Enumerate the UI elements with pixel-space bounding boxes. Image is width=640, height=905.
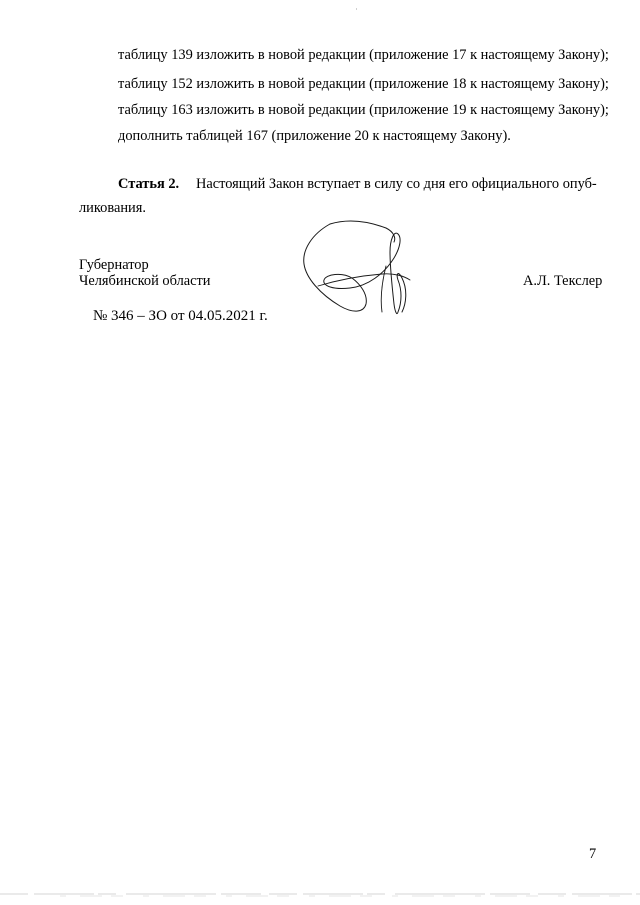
amendment-line-2: таблицу 152 изложить в новой редакции (приложение 18 к настоящему Закону); bbox=[118, 76, 609, 92]
scan-mark bbox=[356, 8, 357, 10]
signatory-name: А.Л. Текслер bbox=[523, 273, 603, 289]
article-2-heading: Статья 2. bbox=[118, 176, 180, 192]
signatory-title-line-1: Губернатор bbox=[79, 257, 149, 273]
page-number: 7 bbox=[589, 846, 597, 862]
law-number-and-date: № 346 – ЗО от 04.05.2021 г. bbox=[93, 308, 268, 324]
amendment-line-1: таблицу 139 изложить в новой редакции (приложение 17 к настоящему Закону); bbox=[118, 47, 609, 63]
signatory-title-line-2: Челябинской области bbox=[79, 273, 211, 289]
article-2-text: Настоящий Закон вступает в силу со дня его официального опуб- bbox=[196, 176, 597, 192]
scan-edge-artifact bbox=[0, 892, 640, 898]
handwritten-signature bbox=[298, 214, 424, 318]
article-2-text-continuation: ликования. bbox=[79, 200, 146, 216]
amendment-line-4: дополнить таблицей 167 (приложение 20 к настоящему Закону). bbox=[118, 128, 511, 144]
amendment-line-3: таблицу 163 изложить в новой редакции (приложение 19 к настоящему Закону); bbox=[118, 102, 609, 118]
